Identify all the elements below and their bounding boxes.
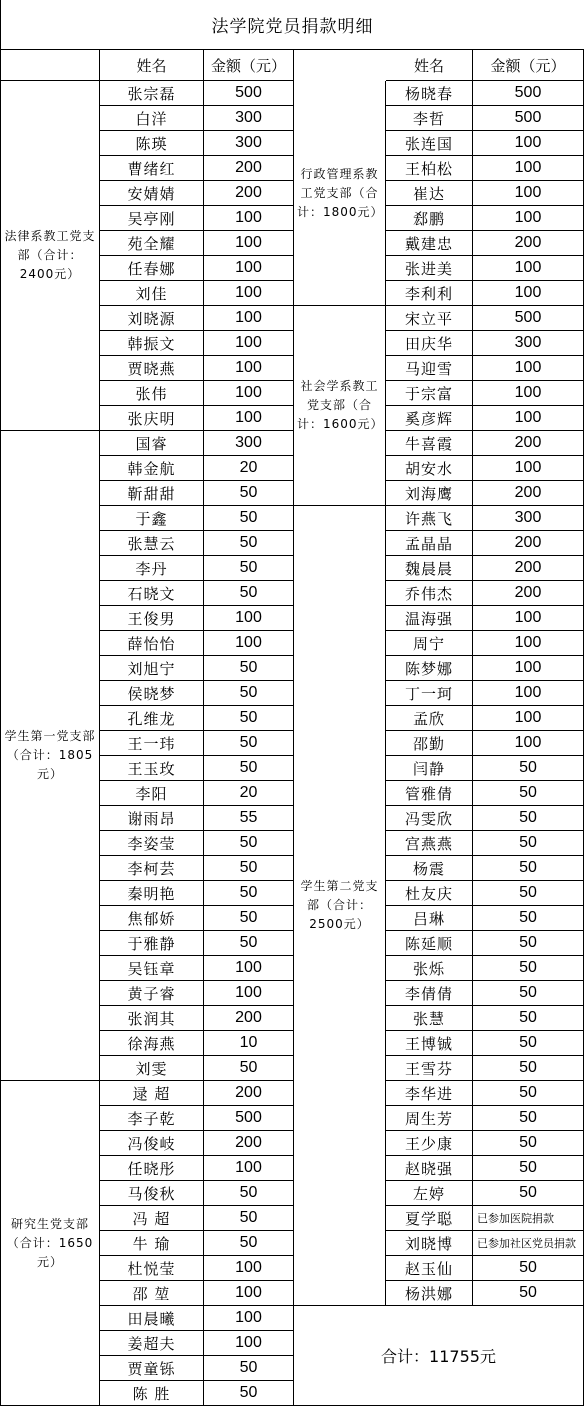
donor-name: 邵 堃 — [100, 1281, 204, 1306]
donor-amount: 100 — [473, 381, 584, 406]
donor-name: 孔维龙 — [100, 706, 204, 731]
donor-name: 周生芳 — [386, 1106, 473, 1131]
donor-amount: 50 — [473, 1156, 584, 1181]
donor-name: 闫静 — [386, 756, 473, 781]
group-label-right: 社会学系教工党支部（合计：1600元） — [294, 306, 386, 506]
donor-name: 宋立平 — [386, 306, 473, 331]
donor-name: 牛 瑜 — [100, 1231, 204, 1256]
donor-amount: 200 — [473, 481, 584, 506]
donor-name: 夏学聪 — [386, 1206, 473, 1231]
donor-name: 任晓彤 — [100, 1156, 204, 1181]
donor-amount: 100 — [473, 281, 584, 306]
donor-name: 田晨曦 — [100, 1306, 204, 1331]
donor-amount: 100 — [473, 656, 584, 681]
donor-name: 李姿莹 — [100, 831, 204, 856]
donor-name: 刘晓源 — [100, 306, 204, 331]
donor-amount: 100 — [204, 206, 294, 231]
donor-amount: 300 — [204, 106, 294, 131]
donor-name: 李柯芸 — [100, 856, 204, 881]
donor-name: 马迎雪 — [386, 356, 473, 381]
donor-amount: 200 — [473, 556, 584, 581]
donor-note: 已参加医院捐款 — [473, 1206, 584, 1231]
donor-amount: 200 — [473, 231, 584, 256]
group-label-left: 研究生党支部（合计：1650元） — [0, 1081, 100, 1406]
donor-name: 吴钰章 — [100, 956, 204, 981]
donor-name: 安婧婧 — [100, 181, 204, 206]
donor-amount: 100 — [473, 206, 584, 231]
donor-amount: 50 — [204, 856, 294, 881]
donor-name: 贾晓燕 — [100, 356, 204, 381]
donor-amount: 100 — [473, 256, 584, 281]
donor-name: 胡安水 — [386, 456, 473, 481]
donor-amount: 50 — [204, 906, 294, 931]
donor-name: 白洋 — [100, 106, 204, 131]
donor-amount: 50 — [473, 981, 584, 1006]
donor-amount: 50 — [204, 1356, 294, 1381]
donor-name: 杨洪娜 — [386, 1281, 473, 1306]
donor-name: 许燕飞 — [386, 506, 473, 531]
donor-name: 杨震 — [386, 856, 473, 881]
donor-amount: 200 — [204, 1006, 294, 1031]
donor-amount: 50 — [473, 1106, 584, 1131]
donor-name: 温海强 — [386, 606, 473, 631]
donor-name: 丁一珂 — [386, 681, 473, 706]
donor-name: 奚彦辉 — [386, 406, 473, 431]
donor-name: 冯俊岐 — [100, 1131, 204, 1156]
donor-name: 陈 胜 — [100, 1381, 204, 1406]
donor-amount: 100 — [204, 356, 294, 381]
donor-amount: 50 — [473, 1081, 584, 1106]
donor-amount: 100 — [473, 606, 584, 631]
donor-name: 杜友庆 — [386, 881, 473, 906]
donor-name: 李利利 — [386, 281, 473, 306]
donor-name: 张进美 — [386, 256, 473, 281]
donor-amount: 300 — [204, 131, 294, 156]
donor-name: 管雅倩 — [386, 781, 473, 806]
donor-name: 张烁 — [386, 956, 473, 981]
donor-name: 张庆明 — [100, 406, 204, 431]
donor-name: 姜超夫 — [100, 1331, 204, 1356]
donor-name: 刘佳 — [100, 281, 204, 306]
donor-amount: 50 — [473, 956, 584, 981]
donor-amount: 50 — [204, 706, 294, 731]
donor-amount: 50 — [204, 556, 294, 581]
group-label-right: 行政管理系教工党支部（合计：1800元） — [294, 81, 386, 306]
donor-amount: 100 — [204, 1156, 294, 1181]
grand-total: 合计：11755元 — [294, 1306, 584, 1406]
donor-amount: 10 — [204, 1031, 294, 1056]
donor-name: 徐海燕 — [100, 1031, 204, 1056]
donor-amount: 50 — [473, 1131, 584, 1156]
donor-name: 于鑫 — [100, 506, 204, 531]
donor-name: 冯 超 — [100, 1206, 204, 1231]
donor-amount: 100 — [204, 606, 294, 631]
donor-amount: 100 — [204, 631, 294, 656]
donor-name: 张伟 — [100, 381, 204, 406]
donor-name: 张慧云 — [100, 531, 204, 556]
donor-amount: 50 — [204, 1056, 294, 1081]
donor-name: 刘海鹰 — [386, 481, 473, 506]
donor-name: 赵玉仙 — [386, 1256, 473, 1281]
donor-amount: 100 — [473, 631, 584, 656]
donor-name: 李丹 — [100, 556, 204, 581]
donor-amount: 300 — [473, 506, 584, 531]
donor-name: 乔伟杰 — [386, 581, 473, 606]
donor-amount: 50 — [204, 656, 294, 681]
donor-amount: 100 — [473, 181, 584, 206]
donor-amount: 50 — [473, 931, 584, 956]
donor-amount: 500 — [204, 81, 294, 106]
donor-amount: 50 — [473, 906, 584, 931]
donor-name: 戴建忠 — [386, 231, 473, 256]
donor-name: 韩金航 — [100, 456, 204, 481]
donor-amount: 200 — [204, 156, 294, 181]
donor-amount: 100 — [473, 731, 584, 756]
donor-amount: 50 — [473, 1006, 584, 1031]
donor-name: 张润其 — [100, 1006, 204, 1031]
group-label-left: 法律系教工党支部（合计：2400元） — [0, 81, 100, 431]
donor-name: 逯 超 — [100, 1081, 204, 1106]
donor-name: 侯晓梦 — [100, 681, 204, 706]
donor-name: 李阳 — [100, 781, 204, 806]
donor-amount: 100 — [473, 456, 584, 481]
donor-amount: 100 — [204, 956, 294, 981]
donor-name: 吕琳 — [386, 906, 473, 931]
donor-amount: 50 — [204, 881, 294, 906]
donor-amount: 50 — [473, 781, 584, 806]
donor-amount: 50 — [204, 506, 294, 531]
donor-name: 魏晨晨 — [386, 556, 473, 581]
donor-name: 牛喜霞 — [386, 431, 473, 456]
donor-name: 王少康 — [386, 1131, 473, 1156]
sheet-title: 法学院党员捐款明细 — [0, 0, 584, 50]
donor-amount: 50 — [473, 1181, 584, 1206]
donor-amount: 50 — [204, 831, 294, 856]
donor-amount: 200 — [473, 431, 584, 456]
donor-name: 田庆华 — [386, 331, 473, 356]
donor-amount: 100 — [473, 681, 584, 706]
donor-name: 刘晓博 — [386, 1231, 473, 1256]
donor-name: 苑全耀 — [100, 231, 204, 256]
donor-amount: 50 — [473, 1056, 584, 1081]
donor-amount: 50 — [204, 1231, 294, 1256]
donor-amount: 50 — [473, 856, 584, 881]
donor-name: 邵勤 — [386, 731, 473, 756]
donor-amount: 500 — [204, 1106, 294, 1131]
donor-name: 焦郁娇 — [100, 906, 204, 931]
donor-name: 左婷 — [386, 1181, 473, 1206]
donor-amount: 20 — [204, 456, 294, 481]
donor-amount: 200 — [204, 1081, 294, 1106]
donor-name: 吴亭刚 — [100, 206, 204, 231]
donor-name: 于雅静 — [100, 931, 204, 956]
donor-amount: 50 — [204, 931, 294, 956]
donor-name: 王博铖 — [386, 1031, 473, 1056]
donor-amount: 200 — [204, 181, 294, 206]
donor-amount: 100 — [473, 706, 584, 731]
donor-name: 王玉玫 — [100, 756, 204, 781]
donor-amount: 100 — [204, 231, 294, 256]
donor-name: 韩振文 — [100, 331, 204, 356]
donor-name: 王一玮 — [100, 731, 204, 756]
donor-amount: 300 — [473, 331, 584, 356]
donor-name: 李子乾 — [100, 1106, 204, 1131]
donor-amount: 100 — [204, 306, 294, 331]
donor-name: 贾童铄 — [100, 1356, 204, 1381]
donor-amount: 100 — [473, 356, 584, 381]
donor-amount: 50 — [473, 806, 584, 831]
donor-name: 曹绪红 — [100, 156, 204, 181]
donor-name: 王雪芬 — [386, 1056, 473, 1081]
donor-amount: 50 — [204, 1381, 294, 1406]
donor-amount: 100 — [204, 1256, 294, 1281]
donor-name: 宫燕燕 — [386, 831, 473, 856]
donor-name: 孟欣 — [386, 706, 473, 731]
donor-amount: 50 — [204, 481, 294, 506]
donor-name: 黄子睿 — [100, 981, 204, 1006]
donor-name: 石晓文 — [100, 581, 204, 606]
donor-amount: 100 — [204, 381, 294, 406]
donor-name: 张连国 — [386, 131, 473, 156]
donor-amount: 50 — [473, 881, 584, 906]
group-label-left: 学生第一党支部（合计：1805元） — [0, 431, 100, 1081]
donor-amount: 100 — [204, 981, 294, 1006]
donor-amount: 100 — [473, 131, 584, 156]
donor-amount: 100 — [204, 331, 294, 356]
donor-name: 杜悦莹 — [100, 1256, 204, 1281]
donor-name: 刘雯 — [100, 1056, 204, 1081]
donor-amount: 50 — [204, 1181, 294, 1206]
donor-name: 国睿 — [100, 431, 204, 456]
donor-amount: 50 — [473, 1256, 584, 1281]
donor-name: 马俊秋 — [100, 1181, 204, 1206]
donor-amount: 500 — [473, 81, 584, 106]
donor-amount: 200 — [473, 531, 584, 556]
donor-amount: 100 — [473, 156, 584, 181]
donor-name: 刘旭宁 — [100, 656, 204, 681]
header-amount: 金额（元） — [473, 50, 584, 81]
group-label-right: 学生第二党支部（合计：2500元） — [294, 506, 386, 1306]
donor-name: 靳甜甜 — [100, 481, 204, 506]
donor-amount: 200 — [473, 581, 584, 606]
header-name: 姓名 — [100, 50, 204, 81]
donor-amount: 50 — [473, 1031, 584, 1056]
donor-amount: 50 — [473, 756, 584, 781]
donor-name: 谢雨昂 — [100, 806, 204, 831]
header-amount: 金额（元） — [204, 50, 294, 81]
donor-name: 薛怡怡 — [100, 631, 204, 656]
donor-name: 赵晓强 — [386, 1156, 473, 1181]
donor-amount: 55 — [204, 806, 294, 831]
donor-name: 于宗富 — [386, 381, 473, 406]
donor-amount: 100 — [204, 281, 294, 306]
donor-note: 已参加社区党员捐款 — [473, 1231, 584, 1256]
donor-name: 陈梦娜 — [386, 656, 473, 681]
donor-name: 张慧 — [386, 1006, 473, 1031]
donor-name: 陈延顺 — [386, 931, 473, 956]
donor-amount: 500 — [473, 306, 584, 331]
donor-name: 任春娜 — [100, 256, 204, 281]
donor-amount: 50 — [204, 581, 294, 606]
donor-amount: 100 — [204, 406, 294, 431]
donor-amount: 50 — [204, 1206, 294, 1231]
donor-name: 李哲 — [386, 106, 473, 131]
donor-name: 杨晓春 — [386, 81, 473, 106]
donor-name: 王柏松 — [386, 156, 473, 181]
header-group-blank — [0, 50, 100, 81]
donor-amount: 100 — [204, 1281, 294, 1306]
donor-amount: 50 — [204, 531, 294, 556]
donor-name: 冯雯欣 — [386, 806, 473, 831]
donor-amount: 500 — [473, 106, 584, 131]
donor-amount: 50 — [204, 731, 294, 756]
donor-amount: 200 — [204, 1131, 294, 1156]
donor-name: 王俊男 — [100, 606, 204, 631]
donor-amount: 100 — [204, 1331, 294, 1356]
donor-amount: 20 — [204, 781, 294, 806]
donor-amount: 50 — [473, 831, 584, 856]
donor-name: 崔达 — [386, 181, 473, 206]
donor-name: 陈瑛 — [100, 131, 204, 156]
donor-name: 李华进 — [386, 1081, 473, 1106]
header-name: 姓名 — [386, 50, 473, 81]
donor-amount: 300 — [204, 431, 294, 456]
donor-name: 郄鹏 — [386, 206, 473, 231]
donor-name: 孟晶晶 — [386, 531, 473, 556]
donor-amount: 50 — [204, 756, 294, 781]
donor-name: 周宁 — [386, 631, 473, 656]
donor-name: 李倩倩 — [386, 981, 473, 1006]
donor-amount: 50 — [204, 681, 294, 706]
donor-amount: 100 — [204, 1306, 294, 1331]
donor-amount: 100 — [204, 256, 294, 281]
donor-amount: 50 — [473, 1281, 584, 1306]
donor-name: 张宗磊 — [100, 81, 204, 106]
donor-amount: 100 — [473, 406, 584, 431]
donor-name: 秦明艳 — [100, 881, 204, 906]
